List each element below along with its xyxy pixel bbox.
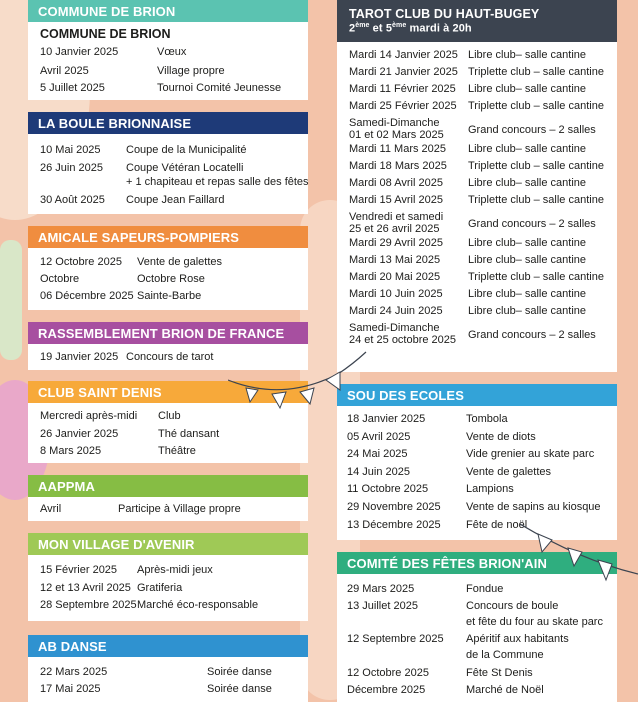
event-date: Mardi 20 Mai 2025 [349,271,441,283]
event-name: Libre club– salle cantine [468,305,587,317]
card-header [28,226,308,248]
event-date: 10 Janvier 2025 [40,46,119,58]
event-name-continued: et fête du four au skate parc [466,616,603,628]
event-name: Concours de boule [466,600,559,612]
bunting-decoration [520,522,638,592]
event-date: 05 Avril 2025 [347,430,411,443]
card-header [28,635,308,657]
card-title: COMMUNE DE BRION [38,3,176,19]
event-date: 12 Octobre 2025 [40,256,122,268]
card-title: LA BOULE BRIONNAISE [38,115,192,131]
event-date: 13 Juillet 2025 [347,600,418,612]
event-date: 26 Juin 2025 [40,162,103,174]
card-header [28,533,308,555]
event-date: Avril 2025 [40,65,89,77]
card-title: AAPPMA [38,478,95,494]
event-name: Vœux [157,46,187,58]
event-date: 13 Décembre 2025 [347,518,441,531]
event-name: Coupe de la Municipalité [126,144,247,156]
event-name: Coupe Jean Faillard [126,194,225,206]
event-name: Village propre [157,65,225,77]
event-date: 06 Décembre 2025 [40,290,134,302]
event-date: Mardi 15 Avril 2025 [349,194,443,206]
event-date: Samedi-Dimanche [349,117,440,129]
card-header [337,0,617,42]
card-sou-des-ecoles [337,384,617,540]
event-name: Marché de Noël [466,684,544,696]
event-date: 12 Octobre 2025 [347,667,429,679]
event-name: Soirée danse [207,666,272,678]
card-mon-village-d-avenir [28,533,308,621]
event-name: Vente de galettes [466,465,552,478]
event-date: 18 Janvier 2025 [347,413,426,425]
card-subtitle: 2ème et 5ème mardi à 20h [349,22,472,35]
event-date: 29 Novembre 2025 [347,501,441,513]
event-name: Vente de sapins au kiosque [466,501,601,513]
event-name: Coupe Vétéran Locatelli [126,162,244,174]
event-name: Triplette club – salle cantine [468,194,604,206]
card-la-boule-brionnaise [28,112,308,214]
event-date: 15 Février 2025 [40,564,118,576]
event-name: Après-midi jeux [137,564,213,576]
event-name: Soirée danse [207,683,272,695]
event-name: Triplette club – salle cantine [468,160,604,172]
event-name: Gratiferia [137,582,183,594]
event-name: Libre club– salle cantine [468,143,587,155]
event-name: Fête de noël [466,518,528,531]
event-date: 8 Mars 2025 [40,445,102,457]
event-date: 29 Mars 2025 [347,583,415,595]
card-tarot-club-du-haut-bugey [337,0,617,372]
event-name: Octobre Rose [137,273,205,285]
event-date-continued: 25 et 26 avril 2025 [349,223,440,235]
event-name: Tombola [466,413,508,425]
card-commune-de-brion [28,0,308,100]
card-ab-danse [28,635,308,702]
event-name: Vide grenier au skate parc [466,448,595,461]
event-date: Mercredi après-midi [40,410,138,422]
event-date: 28 Septembre 2025 [40,599,137,611]
bunting-decoration [228,350,368,410]
card-title: SOU DES ECOLES [347,387,464,403]
event-date: Octobre [40,273,80,285]
event-date: Mardi 11 Février 2025 [349,83,456,95]
event-date: 11 Octobre 2025 [347,483,429,496]
event-name: Triplette club – salle cantine [468,66,604,78]
event-name: Vente de diots [466,430,536,443]
card-header [28,475,308,497]
event-date: 30 Août 2025 [40,194,105,206]
event-date: Mardi 29 Avril 2025 [349,237,443,249]
event-date: 12 Septembre 2025 [347,633,444,645]
event-name: Concours de tarot [126,351,214,363]
card-aappma [28,475,308,521]
event-name: Marché éco-responsable [137,599,259,611]
event-date-continued: 01 et 02 Mars 2025 [349,129,444,141]
event-name: Libre club– salle cantine [468,49,587,61]
background-shape [0,240,22,360]
card-header [28,112,308,134]
event-name: Libre club– salle cantine [468,237,587,249]
event-name: Triplette club – salle cantine [468,100,604,112]
event-date: 14 Juin 2025 [347,465,410,478]
event-name: Vente de galettes [137,256,223,268]
card-amicale-sapeurs-pompiers [28,226,308,310]
event-date: Mardi 25 Février 2025 [349,100,457,112]
card-header [337,384,617,406]
event-name: Thé dansant [158,428,220,440]
card-subtitle: COMMUNE DE BRION [40,27,171,41]
event-name: Sainte-Barbe [137,290,202,302]
event-date: Mardi 24 Juin 2025 [349,305,443,317]
event-name: Lampions [466,483,514,496]
event-date: Vendredi et samedi [349,211,444,223]
card-header [28,322,308,344]
card-title: MON VILLAGE D'AVENIR [38,536,195,552]
event-name: Fondue [466,583,504,595]
event-date: 17 Mai 2025 [40,683,101,695]
event-name: Apéritif aux habitants [466,633,569,645]
card-title: AMICALE SAPEURS-POMPIERS [38,229,240,245]
event-name-continued: + 1 chapiteau et repas salle des fêtes [126,176,309,188]
event-name: Libre club– salle cantine [468,288,587,300]
card-title: AB DANSE [38,638,107,654]
card-title: COMITÉ DES FÊTES BRION'AIN [347,555,547,571]
event-date: Samedi-Dimanche [349,322,440,334]
event-date: 10 Mai 2025 [40,144,101,156]
card-header [28,0,308,22]
event-date: Décembre 2025 [347,684,426,696]
event-name: Théâtre [158,445,196,457]
event-date-continued: 24 et 25 octobre 2025 [349,334,457,346]
event-name: Libre club– salle cantine [468,254,587,266]
event-name: Libre club– salle cantine [468,83,587,95]
event-date: Mardi 14 Janvier 2025 [349,49,458,61]
event-date: Mardi 13 Mai 2025 [349,254,441,266]
event-name: Grand concours – 2 salles [468,124,596,136]
event-date: Mardi 08 Avril 2025 [349,177,443,189]
event-date: Mardi 10 Juin 2025 [349,288,443,300]
event-date: 22 Mars 2025 [40,666,108,678]
card-title: CLUB SAINT DENIS [38,384,162,400]
card-title: TAROT CLUB DU HAUT-BUGEY [349,7,540,22]
event-name: Triplette club – salle cantine [468,271,604,283]
card-title: RASSEMBLEMENT BRION DE FRANCE [38,325,285,341]
event-date: Avril [40,503,62,515]
event-date: 24 Mai 2025 [347,448,408,461]
event-name: Libre club– salle cantine [468,177,587,189]
event-date: 5 Juillet 2025 [40,82,105,94]
event-date: Mardi 18 Mars 2025 [349,160,447,172]
event-date: Mardi 21 Janvier 2025 [349,66,458,78]
event-date: Mardi 11 Mars 2025 [349,143,447,155]
event-name: Tournoi Comité Jeunesse [157,82,282,94]
event-date: 26 Janvier 2025 [40,428,119,440]
event-date: 12 et 13 Avril 2025 [40,582,131,594]
event-date: 19 Janvier 2025 [40,351,119,363]
event-name: Club [158,410,181,422]
event-name: Grand concours – 2 salles [468,329,596,341]
event-name: Grand concours – 2 salles [468,218,596,230]
event-name: Fête St Denis [466,667,533,679]
event-name-continued: de la Commune [466,649,544,661]
event-name: Participe à Village propre [118,503,241,515]
